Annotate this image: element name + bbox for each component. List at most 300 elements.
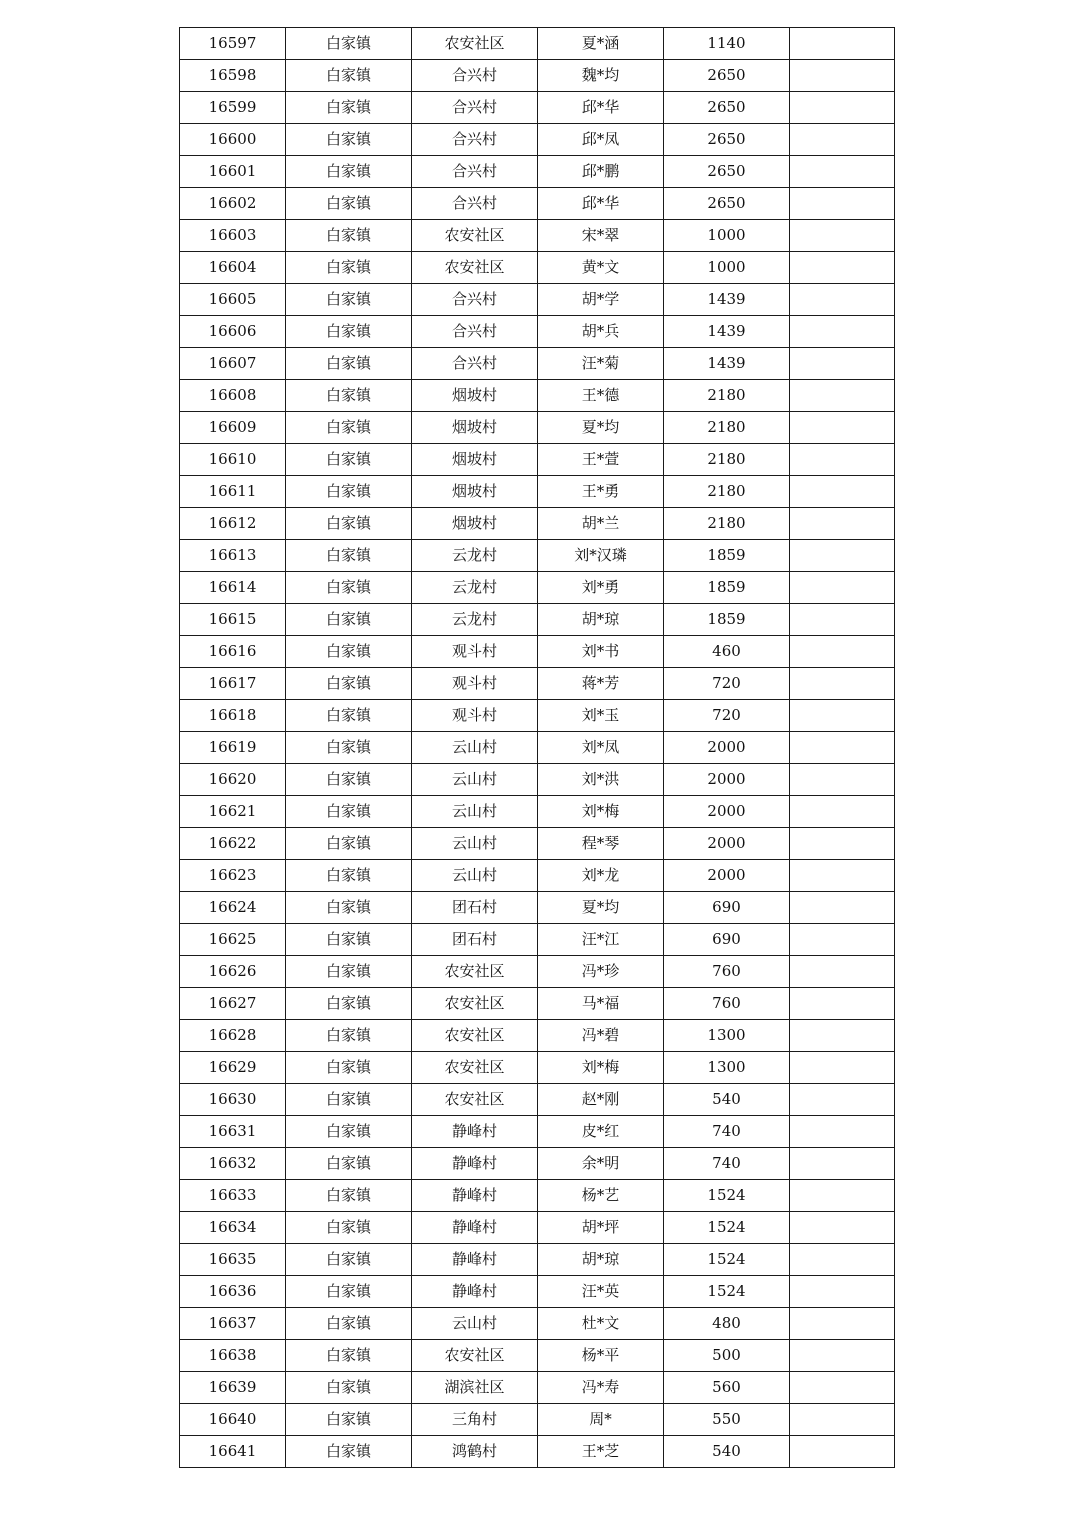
serial-number-cell: 16635: [180, 1244, 286, 1276]
serial-number-cell: 16604: [180, 252, 286, 284]
amount-cell: 540: [664, 1084, 790, 1116]
name-cell: 赵*刚: [538, 1084, 664, 1116]
name-cell: 余*明: [538, 1148, 664, 1180]
town-cell: 白家镇: [286, 92, 412, 124]
town-cell: 白家镇: [286, 508, 412, 540]
table-row: [180, 1116, 895, 1148]
note-cell: [790, 796, 895, 828]
amount-cell: 740: [664, 1148, 790, 1180]
village-cell: 合兴村: [412, 92, 538, 124]
table-row: [180, 1084, 895, 1116]
note-cell: [790, 188, 895, 220]
serial-number-cell: 16625: [180, 924, 286, 956]
village-cell: 静峰村: [412, 1212, 538, 1244]
amount-cell: 1524: [664, 1212, 790, 1244]
table-row: [180, 636, 895, 668]
town-cell: 白家镇: [286, 956, 412, 988]
name-cell: 宋*翠: [538, 220, 664, 252]
serial-number-cell: 16612: [180, 508, 286, 540]
table-row: [180, 1020, 895, 1052]
name-cell: 魏*均: [538, 60, 664, 92]
name-cell: 冯*寿: [538, 1372, 664, 1404]
amount-cell: 1859: [664, 572, 790, 604]
serial-number-cell: 16618: [180, 700, 286, 732]
table-row: [180, 1244, 895, 1276]
town-cell: 白家镇: [286, 1020, 412, 1052]
amount-cell: 1300: [664, 1020, 790, 1052]
serial-number-cell: 16628: [180, 1020, 286, 1052]
amount-cell: 1524: [664, 1276, 790, 1308]
serial-number-cell: 16630: [180, 1084, 286, 1116]
town-cell: 白家镇: [286, 700, 412, 732]
town-cell: 白家镇: [286, 860, 412, 892]
name-cell: 刘*勇: [538, 572, 664, 604]
village-cell: 鸿鹤村: [412, 1436, 538, 1468]
note-cell: [790, 924, 895, 956]
table-row: [180, 1180, 895, 1212]
table-row: [180, 124, 895, 156]
note-cell: [790, 28, 895, 60]
data-table: [179, 27, 895, 1468]
note-cell: [790, 1052, 895, 1084]
serial-number-cell: 16615: [180, 604, 286, 636]
table-row: [180, 1148, 895, 1180]
serial-number-cell: 16638: [180, 1340, 286, 1372]
amount-cell: 690: [664, 924, 790, 956]
table-row: [180, 60, 895, 92]
serial-number-cell: 16639: [180, 1372, 286, 1404]
name-cell: 胡*坪: [538, 1212, 664, 1244]
town-cell: 白家镇: [286, 572, 412, 604]
village-cell: 云山村: [412, 828, 538, 860]
name-cell: 杜*文: [538, 1308, 664, 1340]
town-cell: 白家镇: [286, 188, 412, 220]
amount-cell: 1524: [664, 1244, 790, 1276]
name-cell: 胡*兰: [538, 508, 664, 540]
town-cell: 白家镇: [286, 1436, 412, 1468]
note-cell: [790, 1212, 895, 1244]
name-cell: 蒋*芳: [538, 668, 664, 700]
village-cell: 合兴村: [412, 156, 538, 188]
amount-cell: 560: [664, 1372, 790, 1404]
village-cell: 湖滨社区: [412, 1372, 538, 1404]
name-cell: 刘*龙: [538, 860, 664, 892]
serial-number-cell: 16609: [180, 412, 286, 444]
village-cell: 观斗村: [412, 700, 538, 732]
name-cell: 胡*学: [538, 284, 664, 316]
town-cell: 白家镇: [286, 348, 412, 380]
village-cell: 静峰村: [412, 1244, 538, 1276]
table-body: [180, 28, 895, 1468]
town-cell: 白家镇: [286, 316, 412, 348]
name-cell: 刘*梅: [538, 1052, 664, 1084]
name-cell: 汪*英: [538, 1276, 664, 1308]
serial-number-cell: 16624: [180, 892, 286, 924]
table-row: [180, 220, 895, 252]
village-cell: 农安社区: [412, 1052, 538, 1084]
amount-cell: 2650: [664, 124, 790, 156]
note-cell: [790, 508, 895, 540]
table-row: [180, 316, 895, 348]
amount-cell: 500: [664, 1340, 790, 1372]
serial-number-cell: 16619: [180, 732, 286, 764]
name-cell: 王*萱: [538, 444, 664, 476]
amount-cell: 480: [664, 1308, 790, 1340]
serial-number-cell: 16616: [180, 636, 286, 668]
amount-cell: 740: [664, 1116, 790, 1148]
village-cell: 农安社区: [412, 28, 538, 60]
note-cell: [790, 1372, 895, 1404]
note-cell: [790, 860, 895, 892]
note-cell: [790, 1340, 895, 1372]
note-cell: [790, 572, 895, 604]
village-cell: 合兴村: [412, 284, 538, 316]
serial-number-cell: 16633: [180, 1180, 286, 1212]
village-cell: 云龙村: [412, 604, 538, 636]
amount-cell: 540: [664, 1436, 790, 1468]
town-cell: 白家镇: [286, 124, 412, 156]
serial-number-cell: 16601: [180, 156, 286, 188]
name-cell: 周*: [538, 1404, 664, 1436]
serial-number-cell: 16602: [180, 188, 286, 220]
village-cell: 团石村: [412, 892, 538, 924]
serial-number-cell: 16632: [180, 1148, 286, 1180]
name-cell: 刘*玉: [538, 700, 664, 732]
note-cell: [790, 380, 895, 412]
town-cell: 白家镇: [286, 444, 412, 476]
table-row: [180, 1308, 895, 1340]
serial-number-cell: 16607: [180, 348, 286, 380]
amount-cell: 1439: [664, 284, 790, 316]
serial-number-cell: 16636: [180, 1276, 286, 1308]
amount-cell: 1439: [664, 316, 790, 348]
table-row: [180, 540, 895, 572]
village-cell: 农安社区: [412, 1084, 538, 1116]
amount-cell: 1140: [664, 28, 790, 60]
table-row: [180, 700, 895, 732]
town-cell: 白家镇: [286, 668, 412, 700]
town-cell: 白家镇: [286, 476, 412, 508]
town-cell: 白家镇: [286, 796, 412, 828]
town-cell: 白家镇: [286, 252, 412, 284]
village-cell: 云山村: [412, 1308, 538, 1340]
name-cell: 杨*平: [538, 1340, 664, 1372]
village-cell: 合兴村: [412, 348, 538, 380]
note-cell: [790, 700, 895, 732]
name-cell: 刘*梅: [538, 796, 664, 828]
town-cell: 白家镇: [286, 1404, 412, 1436]
town-cell: 白家镇: [286, 988, 412, 1020]
amount-cell: 1859: [664, 540, 790, 572]
name-cell: 邱*凤: [538, 124, 664, 156]
serial-number-cell: 16611: [180, 476, 286, 508]
name-cell: 皮*红: [538, 1116, 664, 1148]
amount-cell: 1439: [664, 348, 790, 380]
village-cell: 观斗村: [412, 636, 538, 668]
table-row: [180, 796, 895, 828]
table-row: [180, 572, 895, 604]
amount-cell: 760: [664, 956, 790, 988]
village-cell: 合兴村: [412, 60, 538, 92]
serial-number-cell: 16610: [180, 444, 286, 476]
town-cell: 白家镇: [286, 220, 412, 252]
table-row: [180, 188, 895, 220]
table-row: [180, 860, 895, 892]
amount-cell: 460: [664, 636, 790, 668]
village-cell: 三角村: [412, 1404, 538, 1436]
note-cell: [790, 476, 895, 508]
name-cell: 冯*珍: [538, 956, 664, 988]
name-cell: 黄*文: [538, 252, 664, 284]
note-cell: [790, 124, 895, 156]
note-cell: [790, 540, 895, 572]
serial-number-cell: 16631: [180, 1116, 286, 1148]
village-cell: 静峰村: [412, 1116, 538, 1148]
note-cell: [790, 1148, 895, 1180]
name-cell: 邱*华: [538, 92, 664, 124]
amount-cell: 2180: [664, 412, 790, 444]
town-cell: 白家镇: [286, 1244, 412, 1276]
village-cell: 云山村: [412, 764, 538, 796]
name-cell: 胡*琼: [538, 604, 664, 636]
village-cell: 烟坡村: [412, 412, 538, 444]
table-row: [180, 284, 895, 316]
town-cell: 白家镇: [286, 540, 412, 572]
amount-cell: 2650: [664, 188, 790, 220]
note-cell: [790, 316, 895, 348]
town-cell: 白家镇: [286, 1084, 412, 1116]
serial-number-cell: 16626: [180, 956, 286, 988]
name-cell: 夏*涵: [538, 28, 664, 60]
name-cell: 夏*均: [538, 412, 664, 444]
village-cell: 云山村: [412, 732, 538, 764]
amount-cell: 550: [664, 1404, 790, 1436]
serial-number-cell: 16641: [180, 1436, 286, 1468]
village-cell: 静峰村: [412, 1148, 538, 1180]
name-cell: 邱*鹏: [538, 156, 664, 188]
town-cell: 白家镇: [286, 380, 412, 412]
note-cell: [790, 636, 895, 668]
serial-number-cell: 16640: [180, 1404, 286, 1436]
amount-cell: 2000: [664, 732, 790, 764]
amount-cell: 760: [664, 988, 790, 1020]
serial-number-cell: 16614: [180, 572, 286, 604]
table-row: [180, 1212, 895, 1244]
name-cell: 胡*琼: [538, 1244, 664, 1276]
village-cell: 云龙村: [412, 540, 538, 572]
village-cell: 农安社区: [412, 220, 538, 252]
village-cell: 农安社区: [412, 252, 538, 284]
village-cell: 团石村: [412, 924, 538, 956]
town-cell: 白家镇: [286, 636, 412, 668]
name-cell: 汪*江: [538, 924, 664, 956]
name-cell: 刘*凤: [538, 732, 664, 764]
serial-number-cell: 16599: [180, 92, 286, 124]
town-cell: 白家镇: [286, 60, 412, 92]
village-cell: 烟坡村: [412, 380, 538, 412]
village-cell: 农安社区: [412, 956, 538, 988]
note-cell: [790, 956, 895, 988]
table-row: [180, 604, 895, 636]
village-cell: 云龙村: [412, 572, 538, 604]
table-row: [180, 28, 895, 60]
name-cell: 王*芝: [538, 1436, 664, 1468]
note-cell: [790, 988, 895, 1020]
amount-cell: 1859: [664, 604, 790, 636]
serial-number-cell: 16622: [180, 828, 286, 860]
town-cell: 白家镇: [286, 1116, 412, 1148]
serial-number-cell: 16613: [180, 540, 286, 572]
note-cell: [790, 1020, 895, 1052]
serial-number-cell: 16603: [180, 220, 286, 252]
note-cell: [790, 764, 895, 796]
note-cell: [790, 412, 895, 444]
note-cell: [790, 1244, 895, 1276]
village-cell: 静峰村: [412, 1276, 538, 1308]
serial-number-cell: 16629: [180, 1052, 286, 1084]
note-cell: [790, 92, 895, 124]
town-cell: 白家镇: [286, 1276, 412, 1308]
amount-cell: 1524: [664, 1180, 790, 1212]
table-row: [180, 1404, 895, 1436]
town-cell: 白家镇: [286, 892, 412, 924]
village-cell: 农安社区: [412, 1340, 538, 1372]
table-row: [180, 1276, 895, 1308]
table-row: [180, 828, 895, 860]
village-cell: 观斗村: [412, 668, 538, 700]
table-row: [180, 156, 895, 188]
note-cell: [790, 1436, 895, 1468]
serial-number-cell: 16634: [180, 1212, 286, 1244]
amount-cell: 2650: [664, 60, 790, 92]
note-cell: [790, 1308, 895, 1340]
serial-number-cell: 16598: [180, 60, 286, 92]
town-cell: 白家镇: [286, 1148, 412, 1180]
name-cell: 刘*洪: [538, 764, 664, 796]
note-cell: [790, 668, 895, 700]
serial-number-cell: 16605: [180, 284, 286, 316]
table-row: [180, 380, 895, 412]
town-cell: 白家镇: [286, 1340, 412, 1372]
table-row: [180, 412, 895, 444]
note-cell: [790, 444, 895, 476]
amount-cell: 2000: [664, 860, 790, 892]
name-cell: 胡*兵: [538, 316, 664, 348]
note-cell: [790, 220, 895, 252]
amount-cell: 2180: [664, 476, 790, 508]
serial-number-cell: 16597: [180, 28, 286, 60]
village-cell: 合兴村: [412, 124, 538, 156]
amount-cell: 690: [664, 892, 790, 924]
serial-number-cell: 16617: [180, 668, 286, 700]
serial-number-cell: 16606: [180, 316, 286, 348]
table-row: [180, 764, 895, 796]
village-cell: 农安社区: [412, 988, 538, 1020]
serial-number-cell: 16637: [180, 1308, 286, 1340]
table-row: [180, 1052, 895, 1084]
village-cell: 烟坡村: [412, 476, 538, 508]
table-row: [180, 92, 895, 124]
town-cell: 白家镇: [286, 1372, 412, 1404]
name-cell: 王*勇: [538, 476, 664, 508]
town-cell: 白家镇: [286, 828, 412, 860]
village-cell: 烟坡村: [412, 444, 538, 476]
town-cell: 白家镇: [286, 604, 412, 636]
amount-cell: 2000: [664, 796, 790, 828]
name-cell: 邱*华: [538, 188, 664, 220]
town-cell: 白家镇: [286, 284, 412, 316]
amount-cell: 2650: [664, 92, 790, 124]
table-row: [180, 1436, 895, 1468]
name-cell: 刘*汉璘: [538, 540, 664, 572]
amount-cell: 2180: [664, 444, 790, 476]
village-cell: 云山村: [412, 860, 538, 892]
table-row: [180, 1340, 895, 1372]
amount-cell: 2180: [664, 508, 790, 540]
table-row: [180, 508, 895, 540]
serial-number-cell: 16600: [180, 124, 286, 156]
table-row: [180, 988, 895, 1020]
town-cell: 白家镇: [286, 732, 412, 764]
town-cell: 白家镇: [286, 764, 412, 796]
name-cell: 冯*碧: [538, 1020, 664, 1052]
name-cell: 杨*艺: [538, 1180, 664, 1212]
amount-cell: 720: [664, 668, 790, 700]
amount-cell: 1000: [664, 252, 790, 284]
amount-cell: 2000: [664, 828, 790, 860]
name-cell: 夏*均: [538, 892, 664, 924]
town-cell: 白家镇: [286, 156, 412, 188]
table-row: [180, 732, 895, 764]
note-cell: [790, 892, 895, 924]
village-cell: 农安社区: [412, 1020, 538, 1052]
amount-cell: 2180: [664, 380, 790, 412]
town-cell: 白家镇: [286, 1052, 412, 1084]
serial-number-cell: 16627: [180, 988, 286, 1020]
note-cell: [790, 284, 895, 316]
note-cell: [790, 1116, 895, 1148]
table-row: [180, 444, 895, 476]
note-cell: [790, 252, 895, 284]
table-row: [180, 668, 895, 700]
amount-cell: 1300: [664, 1052, 790, 1084]
town-cell: 白家镇: [286, 1212, 412, 1244]
note-cell: [790, 60, 895, 92]
note-cell: [790, 348, 895, 380]
town-cell: 白家镇: [286, 1308, 412, 1340]
name-cell: 程*琴: [538, 828, 664, 860]
amount-cell: 1000: [664, 220, 790, 252]
note-cell: [790, 604, 895, 636]
note-cell: [790, 1084, 895, 1116]
serial-number-cell: 16608: [180, 380, 286, 412]
table-row: [180, 924, 895, 956]
village-cell: 静峰村: [412, 1180, 538, 1212]
serial-number-cell: 16621: [180, 796, 286, 828]
note-cell: [790, 732, 895, 764]
note-cell: [790, 156, 895, 188]
table-row: [180, 348, 895, 380]
village-cell: 云山村: [412, 796, 538, 828]
table-row: [180, 892, 895, 924]
table-row: [180, 476, 895, 508]
village-cell: 合兴村: [412, 188, 538, 220]
amount-cell: 2650: [664, 156, 790, 188]
name-cell: 马*福: [538, 988, 664, 1020]
serial-number-cell: 16623: [180, 860, 286, 892]
village-cell: 合兴村: [412, 316, 538, 348]
town-cell: 白家镇: [286, 412, 412, 444]
